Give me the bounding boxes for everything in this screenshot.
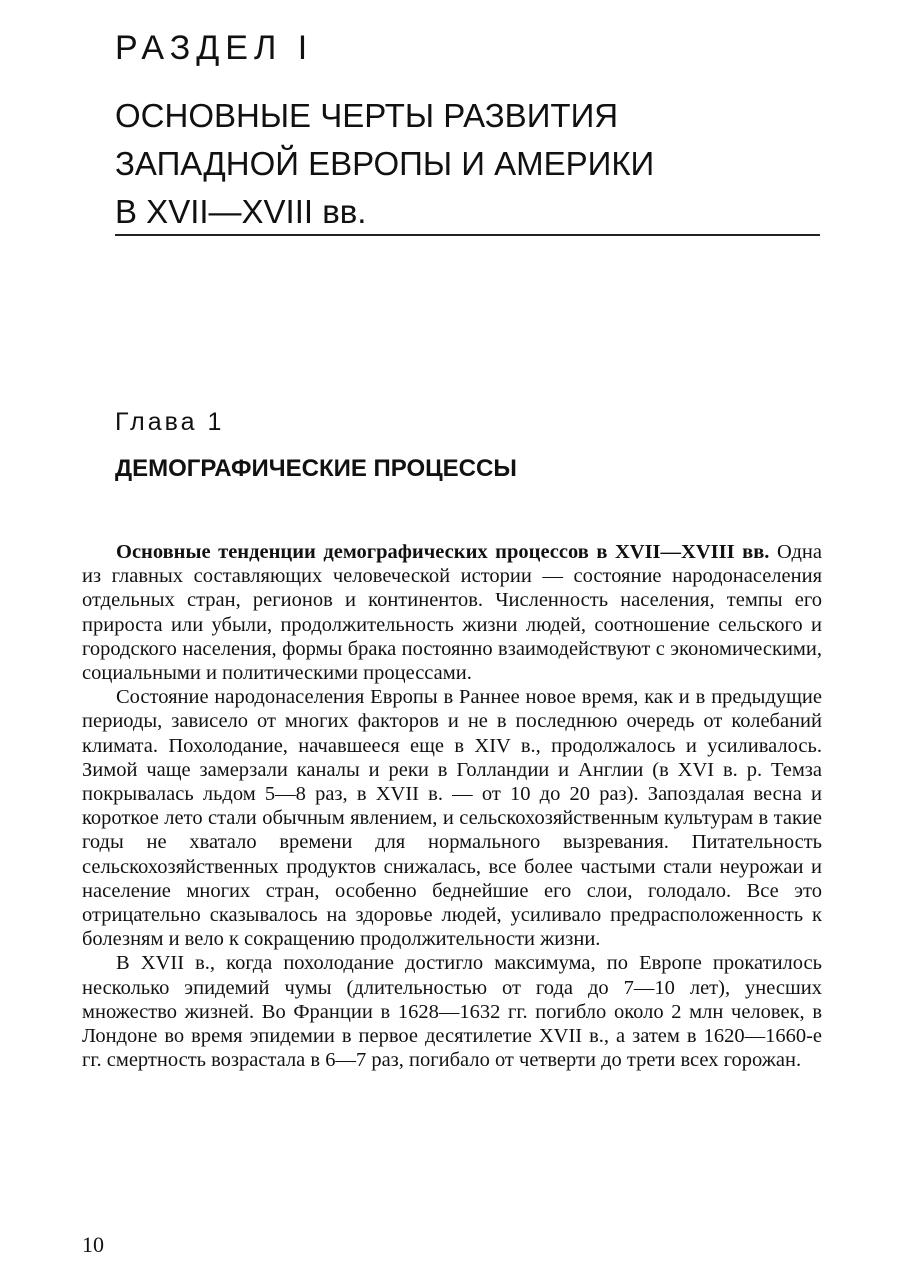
chapter-label: Глава 1 — [115, 408, 225, 436]
page-number: 10 — [82, 1232, 104, 1257]
section-divider — [115, 234, 820, 236]
section-title-line: В XVII—XVIII вв. — [115, 193, 367, 230]
paragraph-text: Одна из главных составляющих человеческой истории — состояние народонаселения отдельных стран, регионов и континентов. Численность населения, темпы его прироста или убыли, продолжительность жизни людей, соотношение сельского и городского населения, формы брака постоянно взаимодействуют с экономическими, социальными и политическими процессами. — [82, 541, 822, 685]
section-title-line: ОСНОВНЫЕ ЧЕРТЫ РАЗВИТИЯ — [115, 97, 619, 134]
chapter-title: ДЕМОГРАФИЧЕСКИЕ ПРОЦЕССЫ — [115, 455, 517, 482]
section-title-line: ЗАПАДНОЙ ЕВРОПЫ И АМЕРИКИ — [115, 145, 655, 182]
section-title — [115, 92, 835, 236]
section-label: РАЗДЕЛ I — [115, 29, 314, 67]
paragraph-lead: Основные тенденции демографических процессов в XVII—XVIII вв. — [116, 541, 770, 563]
paragraph — [82, 540, 822, 685]
paragraph: В XVII в., когда похолодание достигло максимума, по Европе прокатилось несколько эпидемий чумы (длительностью от года до 7—10 лет), унесших множество жизней. Во Франции в 1628—1632 гг. погибло около 2 млн человек, в Лондоне во время эпидемии в первое десятилетие XVII в., а затем в 1620—1660-е гг. смертность возрастала в 6—7 раз, погибало от четверти до трети всех горожан. — [82, 952, 822, 1072]
body-text — [82, 540, 822, 1072]
paragraph: Состояние народонаселения Европы в Раннее новое время, как и в предыдущие периоды, зависело от многих факторов и не в последнюю очередь от колебаний климата. Похолодание, начавшееся еще в XIV в., продолжалось и усиливалось. Зимой чаще замерзали каналы и реки в Голландии и Англии (в XVI в. р. Темза покрывалась льдом 5—8 раз, в XVII в. — от 10 до 20 раз). Запоздалая весна и короткое лето стали обычным явлением, и сельскохозяйственным культурам в такие годы не хватало времени для нормального вызревания. Питательность сельскохозяйственных продуктов снижалась, все более частыми стали неурожаи и население многих стран, особенно беднейшие его слои, голодало. Все это отрицательно сказывалось на здоровье людей, усиливало предрасположенность к болезням и вело к сокращению продолжительности жизни. — [82, 686, 822, 951]
